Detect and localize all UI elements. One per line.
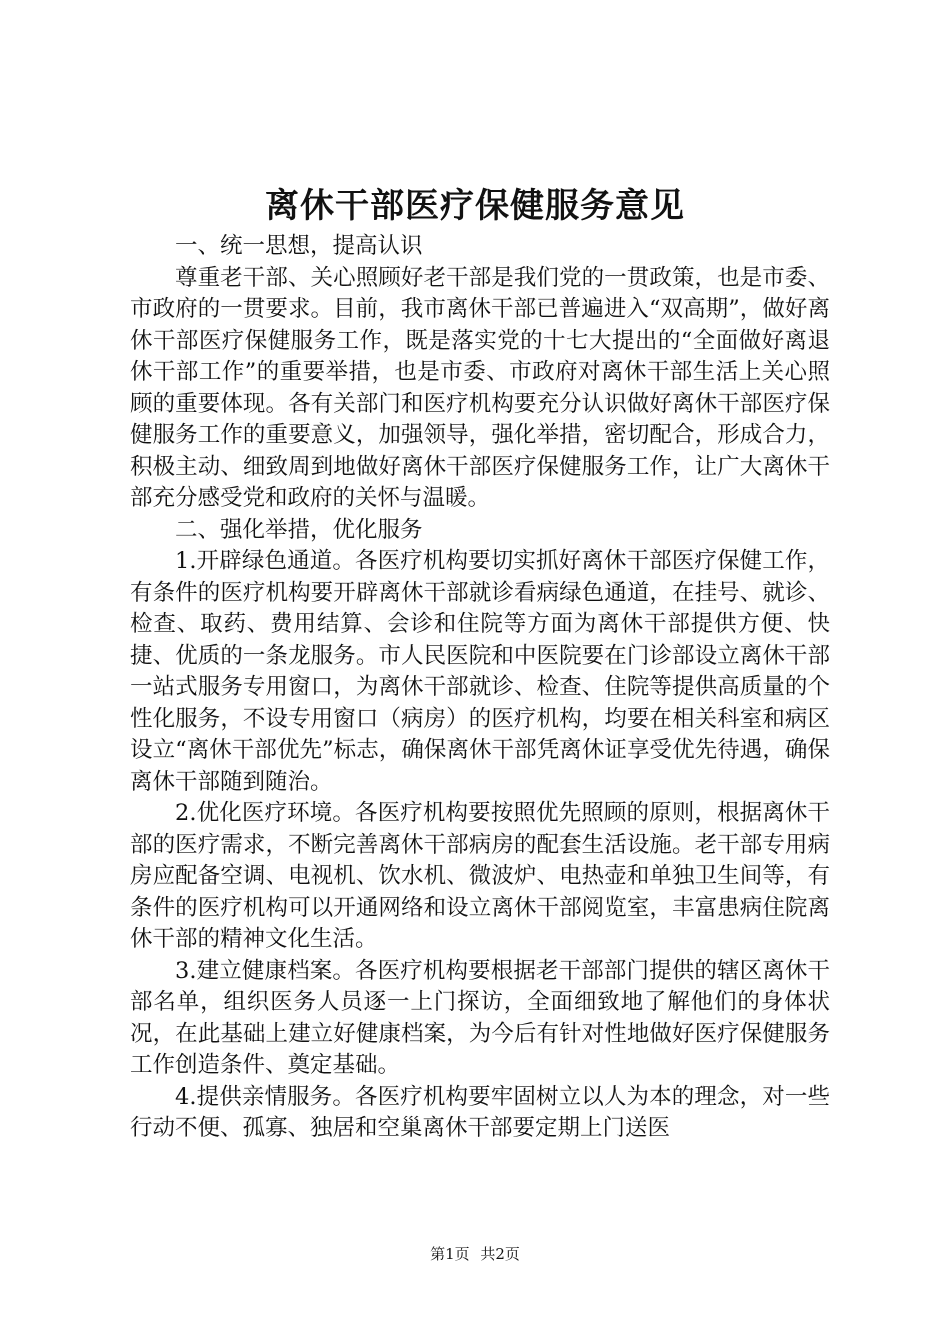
document-body [130,231,830,1145]
paragraph: 1.开辟绿色通道。各医疗机构要切实抓好离休干部医疗保健工作，有条件的医疗机构要开辟离休干部就诊看病绿色通道，在挂号、就诊、检查、取药、费用结算、会诊和住院等方面为离休干部提供方便、快捷、优质的一条龙服务。市人民医院和中医院要在门诊部设立离休干部一站式服务专用窗口，为离休干部就诊、检查、住院等提供高质量的个性化服务，不设专用窗口（病房）的医疗机构，均要在相关科室和病区设立“离休干部优先”标志，确保离休干部凭离休证享受优先待遇，确保离休干部随到随治。 [130,548,830,795]
paragraph: 尊重老干部、关心照顾好老干部是我们党的一贯政策，也是市委、市政府的一贯要求。目前，我市离休干部已普遍进入“双高期”，做好离休干部医疗保健服务工作，既是落实党的十七大提出的“全面做好离退休干部工作”的重要举措，也是市委、市政府对离休干部生活上关心照顾的重要体现。各有关部门和医疗机构要充分认识做好离休干部医疗保健服务工作的重要意义，加强领导，强化举措，密切配合，形成合力，积极主动、细致周到地做好离休干部医疗保健服务工作，让广大离休干部充分感受党和政府的关怀与温暖。 [130,264,830,511]
page-total: 共2页 [480,1245,520,1263]
paragraph: 2.优化医疗环境。各医疗机构要按照优先照顾的原则，根据离休干部的医疗需求，不断完善离休干部病房的配套生活设施。老干部专用病房应配备空调、电视机、饮水机、微波炉、电热壶和单独卫生间等，有条件的医疗机构可以开通网络和设立离休干部阅览室，丰富患病住院离休干部的精神文化生活。 [130,800,830,952]
page-number: 第1页 [430,1245,470,1263]
page-footer [0,1244,950,1264]
section-heading-2: 二、强化举措，优化服务 [175,516,423,543]
section-heading-1: 一、统一思想，提高认识 [175,233,423,259]
paragraph: 4.提供亲情服务。各医疗机构要牢固树立以人为本的理念，对一些行动不便、孤寡、独居和空巢离休干部要定期上门送医 [130,1083,830,1141]
document-title: 离休干部医疗保健服务意见 [265,186,685,226]
paragraph: 3.建立健康档案。各医疗机构要根据老干部部门提供的辖区离休干部名单，组织医务人员逐一上门探访，全面细致地了解他们的身体状况，在此基础上建立好健康档案，为今后有针对性地做好医疗保健服务工作创造条件、奠定基础。 [130,957,830,1078]
